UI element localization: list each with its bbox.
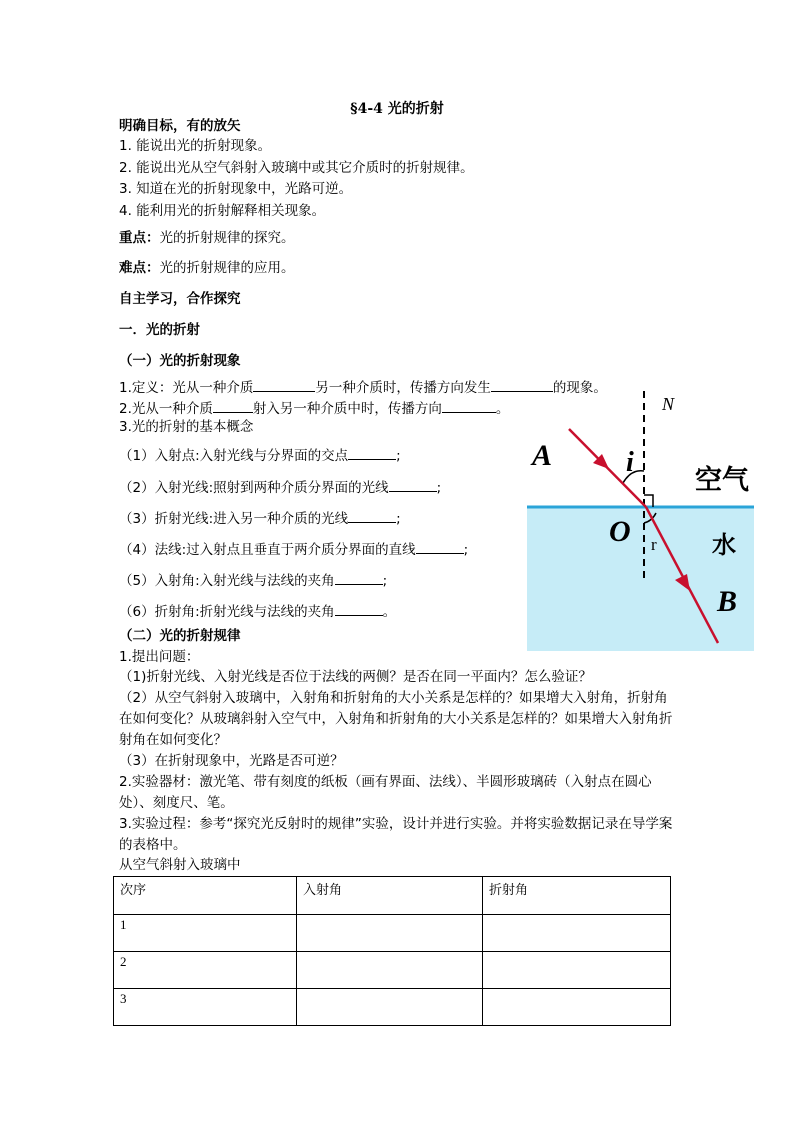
refraction-diagram	[527, 385, 757, 655]
concept-normal	[119, 539, 468, 559]
table-caption: 从空气斜射入玻璃中	[119, 857, 241, 873]
concept-incident-ray	[119, 477, 441, 497]
fill-blank[interactable]	[442, 398, 496, 413]
def2-part-c: 。	[495, 401, 510, 417]
label-water: 水	[712, 531, 736, 559]
difficult-point	[119, 259, 295, 277]
def1-part-c: 的现象。	[552, 380, 607, 396]
def2-part-a: 2.光从一种介质	[119, 401, 213, 417]
concept-2-text: （2）入射光线:照射到两种介质分界面的光线	[119, 480, 389, 496]
section1-heading: 一．光的折射	[119, 322, 200, 338]
concept-incidence-angle	[119, 570, 387, 590]
concepts-heading: 3.光的折射的基本概念	[119, 419, 254, 435]
table-cell: 2	[114, 952, 297, 989]
water-region	[527, 507, 754, 651]
equipment-text: 2.实验器材：激光笔、带有刻度的纸板（画有界面、法线）、半圆形玻璃砖（入射点在圆心处）、刻度尺、笔。	[119, 774, 652, 811]
process-text: 3.实验过程：参考“探究光反射时的规律”实验，设计并进行实验。并将实验数据记录在导学案的表格中。	[119, 816, 673, 853]
goal-item-2: 2. 能说出光从空气斜射入玻璃中或其它介质时的折射规律。	[119, 160, 474, 176]
punct: ;	[382, 573, 388, 589]
sub2-heading: （二）光的折射规律	[119, 628, 241, 644]
concept-refracted-ray	[119, 508, 401, 528]
difficult-point-text: 光的折射规律的应用。	[159, 260, 295, 276]
def1-part-a: 1.定义：光从一种介质	[119, 380, 254, 396]
table-cell[interactable]	[297, 915, 483, 952]
fill-blank[interactable]	[213, 398, 253, 413]
fill-blank[interactable]	[348, 445, 396, 460]
page-title: §4-4 光的折射	[350, 101, 444, 117]
question-3: （3）在折射现象中，光路是否可逆？	[119, 753, 344, 769]
table-header-row	[114, 877, 671, 915]
table-row	[114, 952, 671, 989]
punct: ;	[436, 480, 442, 496]
concept-1-text: （1）入射点:入射光线与分界面的交点	[119, 448, 349, 464]
label-O: O	[609, 515, 631, 548]
table-row	[114, 989, 671, 1026]
label-r: r	[651, 535, 657, 554]
label-air: 空气	[695, 465, 749, 496]
study-heading: 自主学习，合作探究	[119, 291, 241, 307]
concept-6-text: （6）折射角:折射光线与法线的夹角	[119, 604, 335, 620]
table-row	[114, 915, 671, 952]
fill-blank[interactable]	[348, 508, 396, 523]
question-heading: 1.提出问题：	[119, 649, 200, 665]
def2-part-b: 射入另一种介质中时，传播方向	[252, 401, 442, 417]
table-cell[interactable]	[483, 915, 671, 952]
concept-refraction-angle	[119, 601, 396, 621]
label-i: i	[626, 447, 634, 478]
label-B: B	[717, 585, 738, 618]
sub1-heading: （一）光的折射现象	[119, 353, 241, 369]
table-header-cell: 次序	[114, 877, 297, 915]
punct: ;	[396, 511, 401, 527]
def1-part-b: 另一种介质时，传播方向发生	[315, 380, 491, 396]
concept-4-text: （4）法线:过入射点且垂直于两介质分界面的直线	[119, 542, 416, 558]
table-cell: 1	[114, 915, 297, 952]
question-2: （2）从空气斜射入玻璃中，入射角和折射角的大小关系是怎样的？如果增大入射角，折射角在如何变化？从玻璃斜射入空气中，入射角和折射角的大小关系是怎样的？如果增大入射角折射角在如何变化？	[119, 690, 673, 748]
table-cell[interactable]	[483, 952, 671, 989]
fill-blank[interactable]	[253, 377, 315, 392]
punct: 。	[382, 604, 397, 620]
key-point-text: 光的折射规律的探究。	[159, 230, 295, 246]
punct: ;	[396, 448, 401, 464]
fill-blank[interactable]	[335, 570, 383, 585]
goals-heading: 明确目标，有的放矢	[119, 118, 241, 134]
table-header-cell: 折射角	[483, 877, 671, 915]
fill-blank[interactable]	[416, 539, 464, 554]
table-cell: 3	[114, 989, 297, 1026]
table-cell[interactable]	[297, 952, 483, 989]
goal-item-4: 4. 能利用光的折射解释相关现象。	[119, 203, 326, 219]
fill-blank[interactable]	[335, 601, 383, 616]
table-cell[interactable]	[297, 989, 483, 1026]
difficult-point-label: 难点：	[119, 260, 160, 276]
fill-blank[interactable]	[389, 477, 437, 492]
table-cell[interactable]	[483, 989, 671, 1026]
table-header-cell: 入射角	[297, 877, 483, 915]
goal-item-1: 1. 能说出光的折射现象。	[119, 138, 272, 154]
question-1: （1)折射光线、入射光线是否位于法线的两侧？是否在同一平面内？怎么验证？	[119, 669, 592, 685]
direction-line	[119, 398, 509, 418]
data-table	[113, 876, 671, 1026]
concept-3-text: （3）折射光线:进入另一种介质的光线	[119, 511, 349, 527]
goal-item-3: 3. 知道在光的折射现象中，光路可逆。	[119, 181, 353, 197]
label-A: A	[532, 439, 553, 472]
key-point-label: 重点：	[119, 230, 160, 246]
key-point	[119, 229, 295, 247]
concept-5-text: （5）入射角:入射光线与法线的夹角	[119, 573, 335, 589]
label-N: N	[662, 394, 675, 414]
punct: ;	[463, 542, 469, 558]
concept-incident-point	[119, 445, 401, 465]
